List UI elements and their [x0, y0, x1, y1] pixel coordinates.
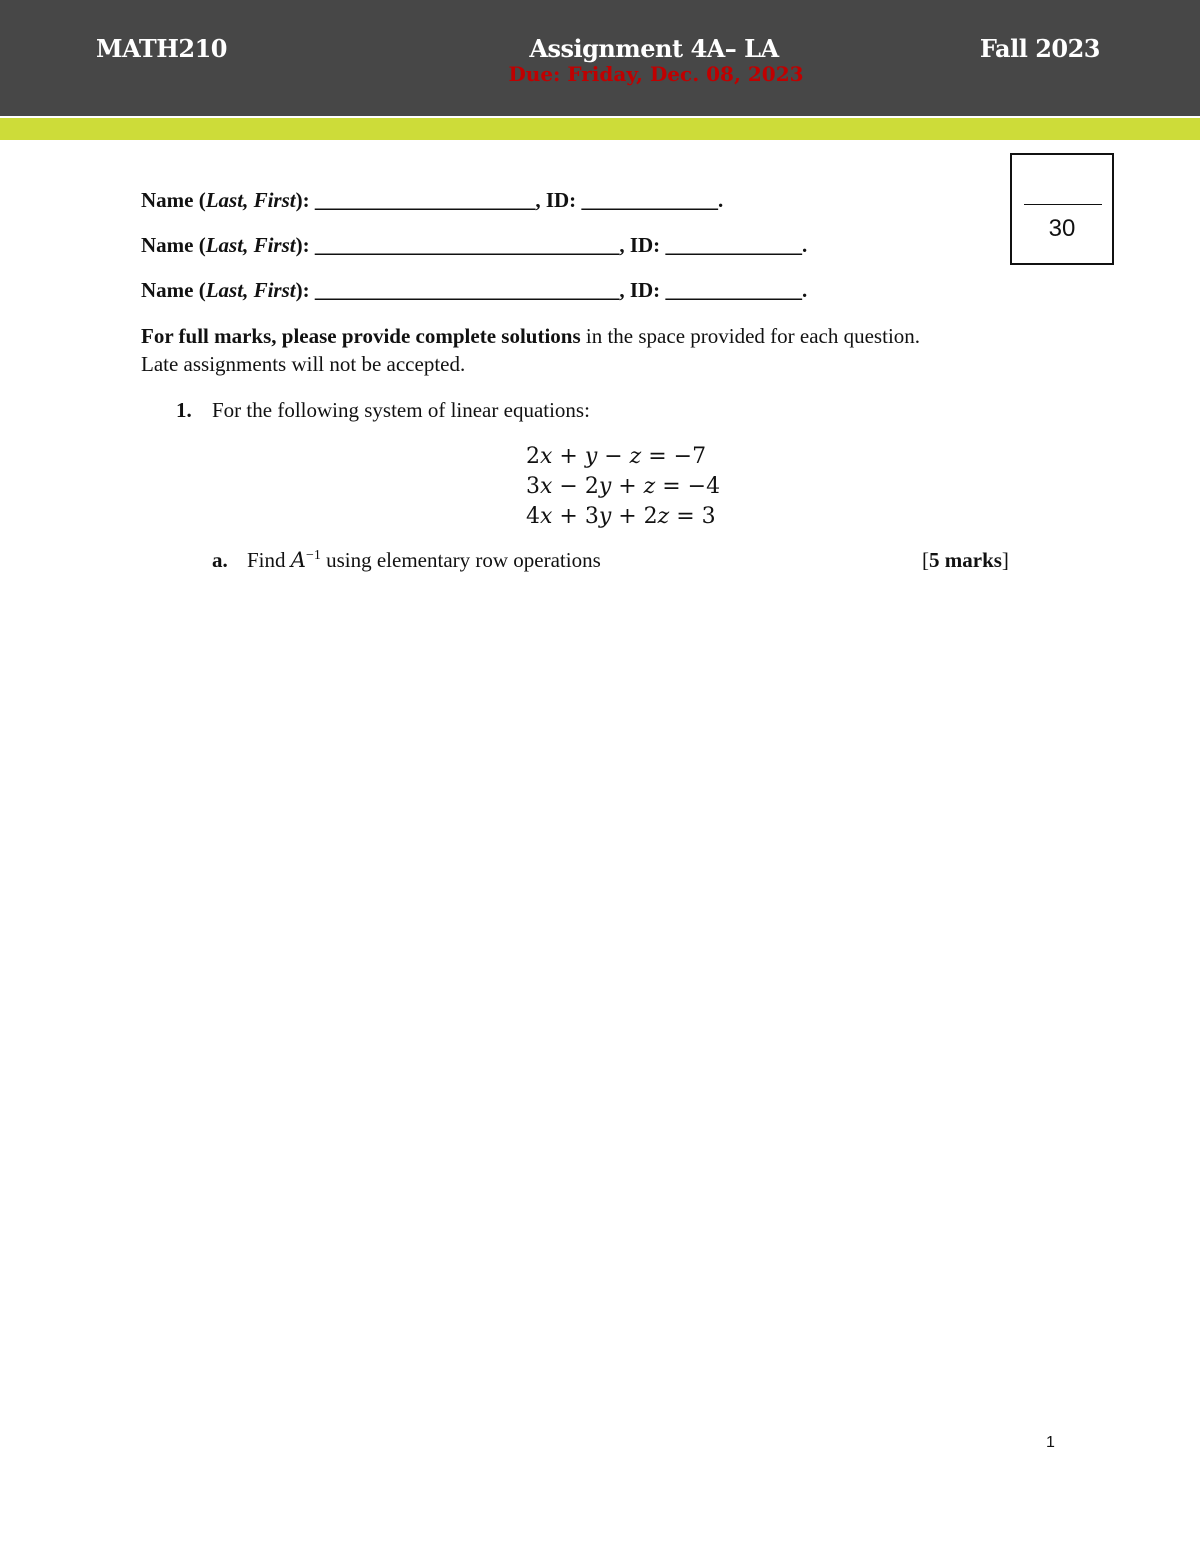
matrix-symbol: A [290, 548, 306, 572]
term: Fall 2023 [979, 34, 1100, 63]
id-blank-2[interactable]: _____________ [665, 233, 802, 257]
name-blank-1[interactable]: _____________________ [314, 188, 536, 212]
name-blank-2[interactable]: _____________________________ [314, 233, 620, 257]
page-number: 1 [1046, 1434, 1055, 1451]
instructions: For full marks, please provide complete solutions in the space provided for each question. [141, 324, 921, 348]
name-line-1: Name (Last, First): _____________________, ID: _____________. [141, 188, 724, 212]
equation-3: 4𝑥 + 3𝑦 + 2𝑧 = 3 [526, 504, 716, 529]
score-blank-line [1024, 204, 1102, 205]
name-blank-3[interactable]: _____________________________ [314, 278, 620, 302]
assignment-title: Assignment 4A– LA [529, 34, 779, 63]
page-header [0, 0, 1200, 116]
instructions-bold: For full marks, please provide complete solutions [141, 324, 581, 348]
score-box [1010, 153, 1114, 265]
equation-2: 3𝑥 − 2𝑦 + 𝑧 = −4 [526, 474, 721, 499]
score-total: 30 [1048, 215, 1076, 242]
id-blank-3[interactable]: _____________ [665, 278, 802, 302]
question-prompt: For the following system of linear equations: [212, 398, 590, 422]
marks-label: [5 marks] [922, 548, 1009, 572]
question-number: 1. [176, 398, 192, 422]
part-letter: a. [212, 548, 228, 572]
due-date: Due: Friday, Dec. 08, 2023 [508, 62, 804, 86]
course-code: MATH210 [96, 34, 228, 63]
question-1a: a. Find $A^{-1}$ using elementary row operations [212, 548, 601, 572]
name-line-3: Name (Last, First): _____________________________, ID: _____________. [141, 278, 808, 302]
inverse-exponent: −1 [305, 548, 321, 563]
name-line-2: Name (Last, First): _____________________________, ID: _____________. [141, 233, 808, 257]
equation-1: 2𝑥 + 𝑦 − 𝑧 = −7 [526, 444, 707, 469]
accent-band [0, 118, 1200, 140]
late-policy: Late assignments will not be accepted. [141, 352, 466, 376]
question-1 [176, 398, 590, 423]
id-blank-1[interactable]: _____________ [581, 188, 718, 212]
